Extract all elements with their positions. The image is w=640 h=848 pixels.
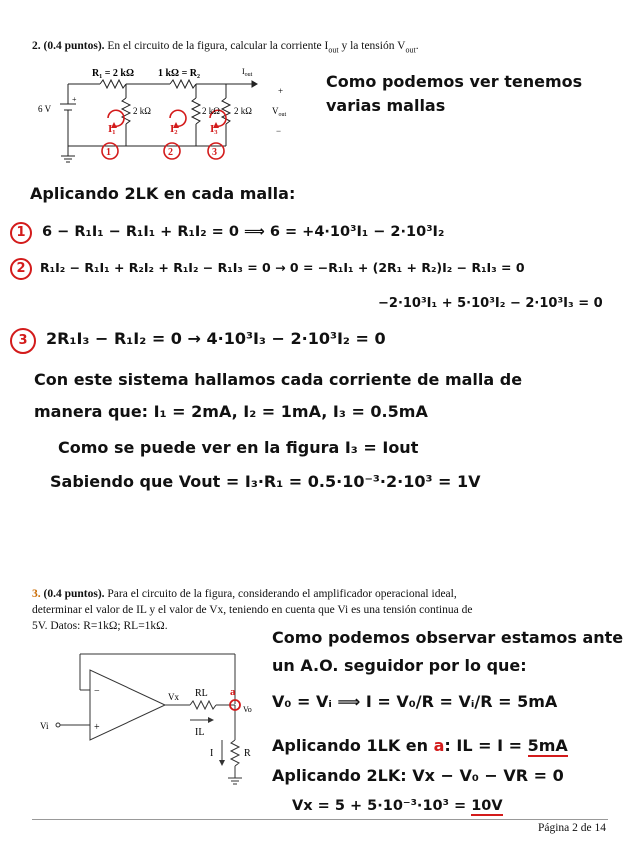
- handwritten-note-follower-1: Como podemos observar estamos ante: [272, 628, 624, 647]
- equation-kcl-node-a: [272, 736, 568, 755]
- problem3-statement: [32, 586, 612, 634]
- problem3-number: 3.: [32, 588, 41, 600]
- handwritten-note-meshes: Como podemos ver tenemos varias mallas: [326, 72, 583, 115]
- handwritten-note-follower-2: un A.O. seguidor por lo que:: [272, 656, 527, 675]
- vout-minus: −: [276, 126, 282, 136]
- problem2-number: 2.: [32, 40, 41, 52]
- rl-label: RL: [195, 688, 208, 699]
- equation-2b: −2·10³I₁ + 5·10³I₂ − 2·10³I₃ = 0: [378, 296, 603, 311]
- vout-label: $V_{out}$: [272, 106, 287, 118]
- problem2-statement-text: En el circuito de la figura, calcular la corriente I: [107, 40, 329, 52]
- opamp-plus: +: [94, 722, 100, 733]
- il-label: IL: [195, 727, 205, 738]
- equation-row-1: [10, 222, 444, 244]
- equation-vx-body: Vx = 5 + 5·10⁻³·10³ =: [292, 798, 472, 814]
- vx-label: Vx: [168, 692, 179, 702]
- equation-row-2: [10, 258, 525, 280]
- circuit-diagram-1: [30, 56, 310, 168]
- mesh-number-1: 1: [106, 147, 111, 158]
- equation-vx-result: [292, 798, 503, 814]
- problem3-statement-line3: 5V. Datos: R=1kΩ; RL=1kΩ.: [32, 620, 168, 632]
- mesh-number-3: 3: [212, 147, 217, 158]
- r-vertical-2-label: 2 kΩ: [202, 106, 220, 116]
- handwritten-heading-kvl: Aplicando 2LK en cada malla:: [30, 184, 296, 203]
- node-a-label: a: [230, 686, 236, 698]
- problem2-points: (0.4 puntos).: [43, 40, 105, 52]
- r-vertical-3-label: 2 kΩ: [234, 106, 252, 116]
- vout-plus: +: [278, 86, 284, 96]
- solution-line-4: Sabiendo que Vout = I₃·R₁ = 0.5·10⁻³·2·10³ = 1V: [50, 472, 481, 491]
- source-plus: +: [72, 95, 77, 104]
- equation-number-2: 2: [10, 258, 32, 280]
- r-label: R: [244, 748, 251, 759]
- mesh3-label: I₃: [210, 123, 218, 135]
- equation-kcl-prefix: Aplicando 1LK en: [272, 736, 434, 755]
- circuit-diagram-2: [40, 640, 270, 790]
- equation-kcl-node: a: [433, 736, 445, 755]
- problem3-statement-line2: determinar el valor de IL y el valor de Vx, teniendo en cuenta que Vi es una tensión continua de: [32, 604, 473, 616]
- equation-kcl-result: 5mA: [527, 736, 568, 755]
- mesh2-label: I₂: [170, 123, 178, 135]
- equation-2: R₁I₂ − R₁I₁ + R₂I₂ + R₁I₂ − R₁I₃ = 0 → 0 = −R₁I₁ + (2R₁ + R₂)I₂ − R₁I₃ = 0: [40, 260, 525, 275]
- problem2-statement-mid: y la tensión V: [338, 40, 406, 52]
- equation-kvl: Aplicando 2LK: Vx − V₀ − VR = 0: [272, 766, 564, 785]
- r-vertical-1-label: 2 kΩ: [133, 106, 151, 116]
- vi-label: Vi: [40, 721, 49, 731]
- solution-line-1: Con este sistema hallamos cada corriente de malla de: [34, 370, 523, 389]
- solution-line-2: manera que: I₁ = 2mA, I₂ = 1mA, I₃ = 0.5mA: [34, 402, 428, 421]
- equation-follower-current: V₀ = Vᵢ ⟹ I = V₀/R = Vᵢ/R = 5mA: [272, 692, 558, 711]
- problem2-statement-end: .: [415, 40, 419, 52]
- r1-label: R₁ = 2 kΩ: [92, 68, 134, 79]
- equation-number-3: 3: [10, 328, 36, 354]
- equation-1: 6 − R₁I₁ − R₁I₁ + R₁I₂ = 0 ⟹ 6 = +4·10³I₁ − 2·10³I₂: [42, 224, 445, 240]
- iout-label: $I_{out}$: [242, 67, 253, 78]
- problem3-points: (0.4 puntos).: [43, 588, 105, 600]
- r2-label: 1 kΩ = R₂: [158, 68, 200, 79]
- vo-label: Vo: [243, 705, 252, 714]
- equation-kcl-body: : IL = I =: [444, 736, 528, 755]
- i-label: I: [210, 748, 214, 759]
- footer-divider: [32, 819, 608, 820]
- equation-vx-value: 10V: [471, 798, 503, 814]
- mesh-number-2: 2: [168, 147, 173, 158]
- vout-subscript: out: [405, 45, 416, 55]
- equation-row-3: [10, 328, 386, 354]
- source-label: 6 V: [38, 104, 52, 114]
- equation-3: 2R₁I₃ − R₁I₂ = 0 → 4·10³I₃ − 2·10³I₂ = 0: [46, 329, 386, 348]
- page-number: Página 2 de 14: [537, 822, 606, 834]
- opamp-minus: −: [94, 686, 100, 697]
- iout-subscript: out: [328, 45, 339, 55]
- equation-number-1: 1: [10, 222, 32, 244]
- mesh1-label: I₁: [108, 123, 116, 135]
- solution-line-3: Como se puede ver en la figura I₃ = Iout: [58, 438, 419, 457]
- problem3-statement-line1: Para el circuito de la figura, considerando el amplificador operacional ideal,: [107, 588, 457, 600]
